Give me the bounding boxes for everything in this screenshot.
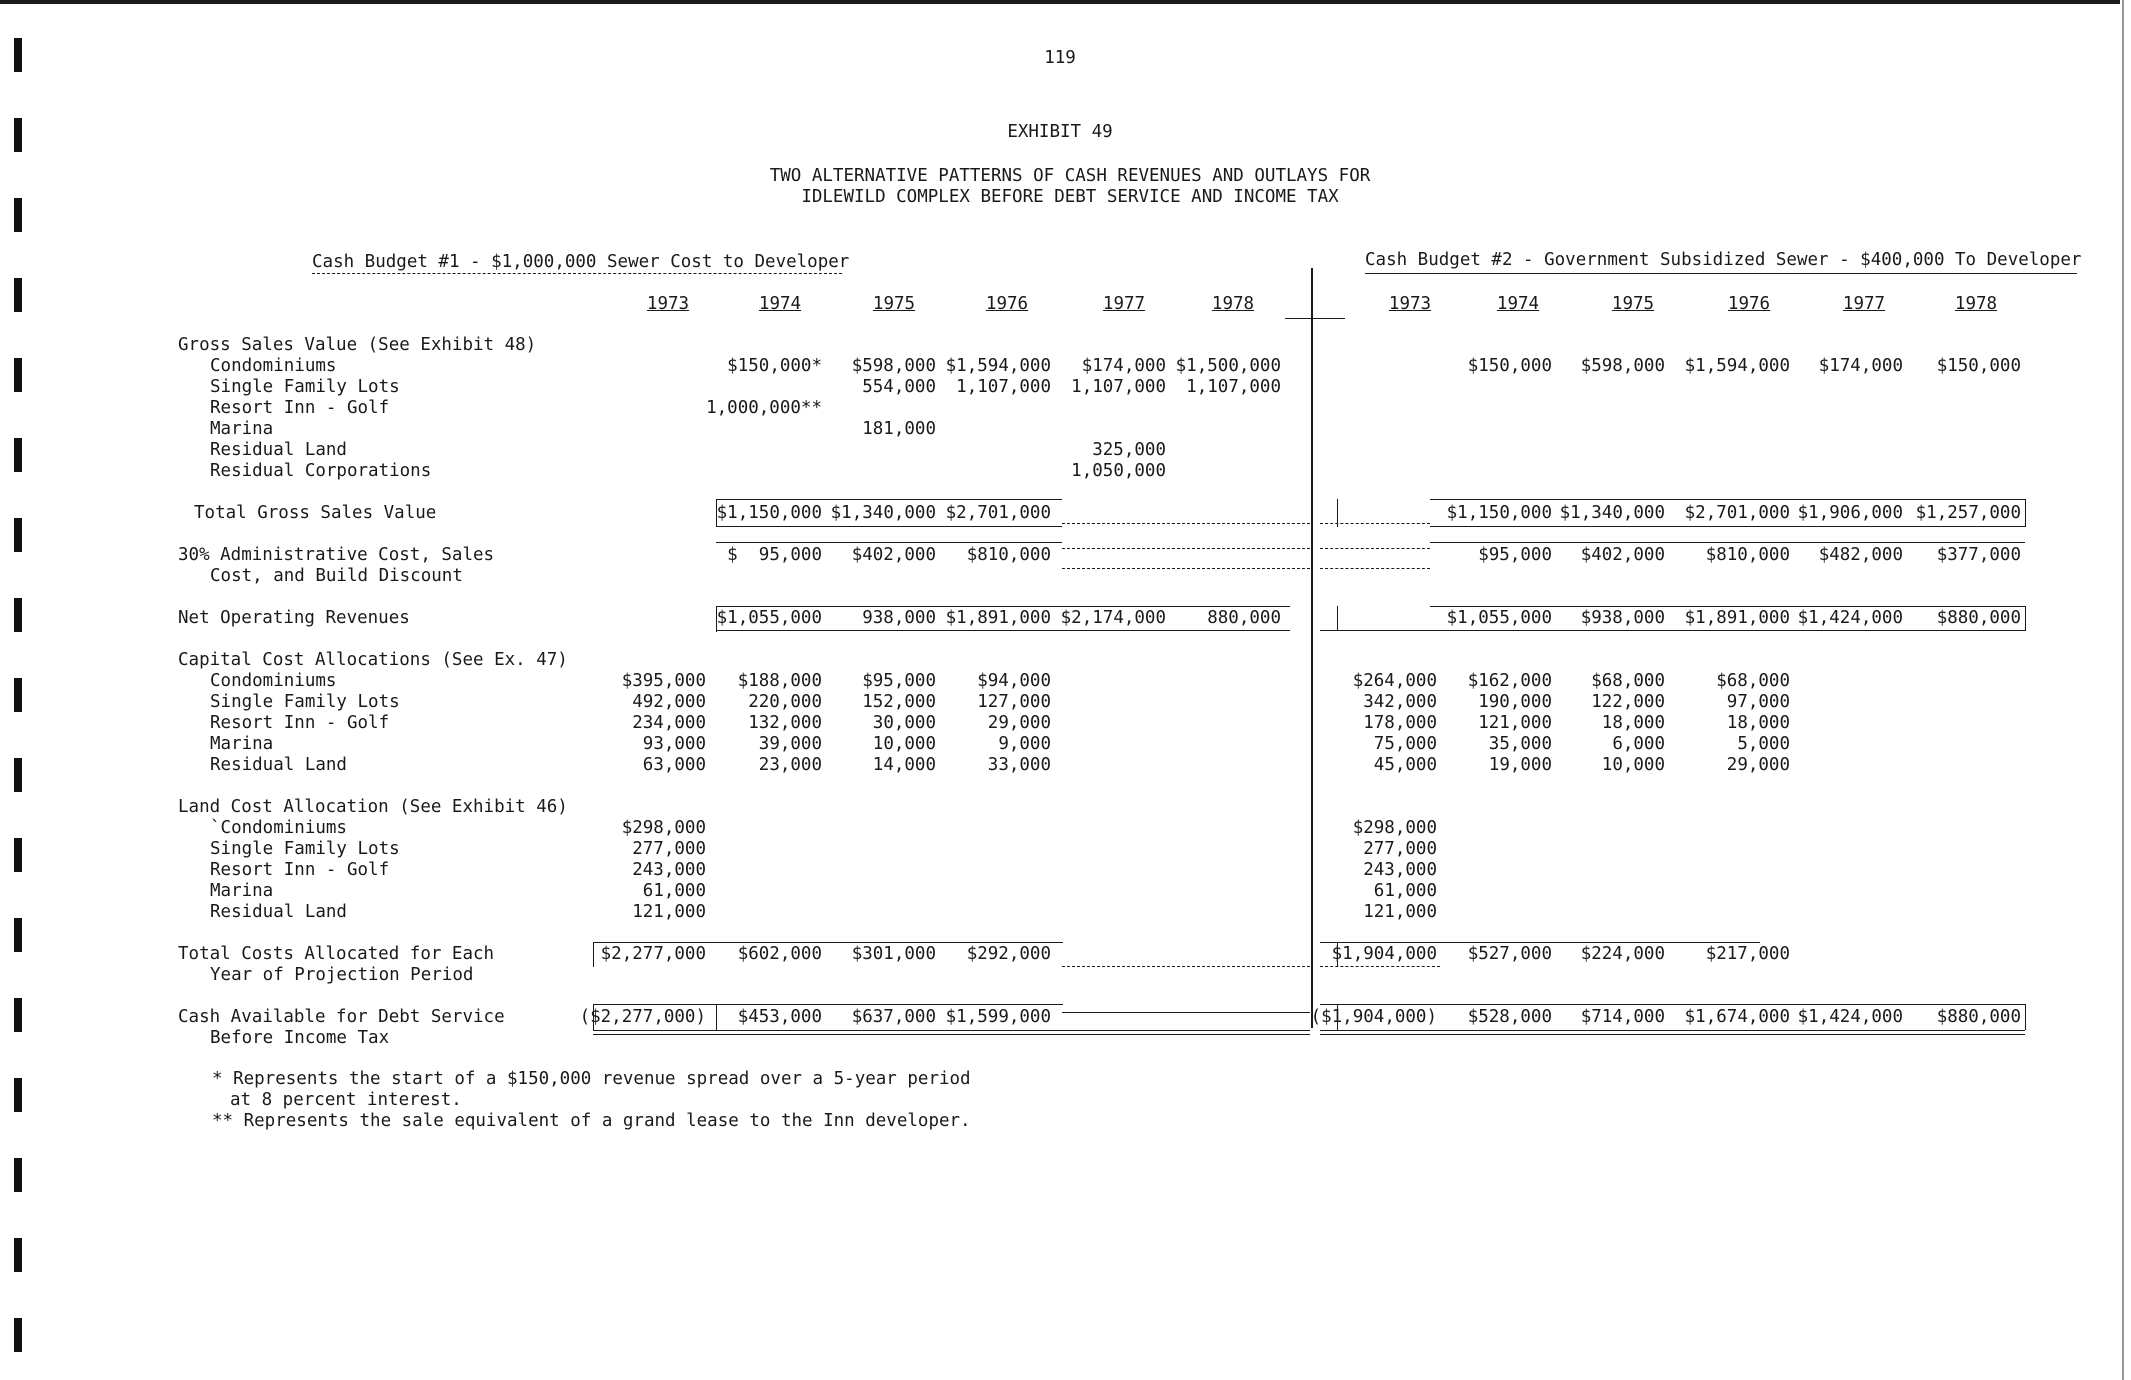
cell-b2-1978: $1,257,000 xyxy=(1915,503,2021,523)
cell-b2-1977: $1,424,000 xyxy=(1797,608,1903,628)
cell-b1-1973: 93,000 xyxy=(642,734,706,754)
row-label: Resort Inn - Golf xyxy=(210,860,390,880)
cell-b2-1973: 178,000 xyxy=(1363,713,1437,733)
cell-b2-1977: $1,906,000 xyxy=(1797,503,1903,523)
cell-b1-1977: 1,050,000 xyxy=(1071,461,1166,481)
cell-b2-1973: 75,000 xyxy=(1373,734,1437,754)
footnote-1: * Represents the start of a $150,000 revenue spread over a 5-year period xyxy=(212,1069,971,1089)
table-rule xyxy=(716,630,1290,631)
binding-hole xyxy=(14,118,22,152)
cell-b1-1973: $395,000 xyxy=(621,671,706,691)
cell-b2-1977: $174,000 xyxy=(1818,356,1903,376)
binding-hole xyxy=(14,598,22,632)
cell-b2-1974: 35,000 xyxy=(1488,734,1552,754)
cell-b1-1977: 1,107,000 xyxy=(1071,377,1166,397)
cell-b2-1973: 121,000 xyxy=(1363,902,1437,922)
cell-b1-1974: $ 95,000 xyxy=(727,545,822,565)
cell-b1-1976: $810,000 xyxy=(966,545,1051,565)
cell-b1-1973: $2,277,000 xyxy=(600,944,706,964)
cell-b2-1974: $162,000 xyxy=(1467,671,1552,691)
cell-b1-1973: 277,000 xyxy=(632,839,706,859)
row-label: Resort Inn - Golf xyxy=(210,713,390,733)
year-header-b2-1973: 1973 xyxy=(1388,294,1432,314)
cell-b2-1978: $150,000 xyxy=(1936,356,2021,376)
cell-b1-1974: 132,000 xyxy=(748,713,822,733)
cell-b2-1975: 122,000 xyxy=(1591,692,1665,712)
budget1-heading: Cash Budget #1 - $1,000,000 Sewer Cost to Developer xyxy=(312,252,850,272)
cell-b1-1976: 33,000 xyxy=(987,755,1051,775)
cell-b1-1978: $1,500,000 xyxy=(1175,356,1281,376)
cell-b1-1974: 39,000 xyxy=(758,734,822,754)
row-label: Condominiums xyxy=(210,671,337,691)
budget2-heading: Cash Budget #2 - Government Subsidized Sewer - $400,000 To Developer xyxy=(1365,250,2082,270)
cell-b1-1973: ($2,277,000) xyxy=(579,1007,706,1027)
cell-b1-1975: 30,000 xyxy=(872,713,936,733)
cell-b2-1974: 190,000 xyxy=(1478,692,1552,712)
year-header-b2-1975: 1975 xyxy=(1611,294,1655,314)
cell-b1-1974: 23,000 xyxy=(758,755,822,775)
table-rule-vertical xyxy=(716,499,717,527)
binding-hole xyxy=(14,678,22,712)
cell-b2-1974: $1,150,000 xyxy=(1446,503,1552,523)
table-rule xyxy=(1320,1004,2025,1005)
table-rule-vertical xyxy=(2025,1004,2026,1030)
cell-b1-1977: $174,000 xyxy=(1081,356,1166,376)
row-label: Single Family Lots xyxy=(210,377,400,397)
year-header-b1-1977: 1977 xyxy=(1102,294,1146,314)
table-rule xyxy=(1320,630,2025,631)
cell-b1-1973: $298,000 xyxy=(621,818,706,838)
table-rule-vertical xyxy=(716,606,717,632)
binding-hole xyxy=(14,998,22,1032)
cell-b1-1975: 10,000 xyxy=(872,734,936,754)
cell-b2-1973: 342,000 xyxy=(1363,692,1437,712)
cell-b1-1976: $292,000 xyxy=(966,944,1051,964)
cell-b2-1976: 29,000 xyxy=(1726,755,1790,775)
cell-b1-1975: 554,000 xyxy=(862,377,936,397)
cell-b2-1973: ($1,904,000) xyxy=(1310,1007,1437,1027)
table-rule-vertical xyxy=(2025,606,2026,631)
table-rule xyxy=(1320,966,1440,967)
table-rule-vertical xyxy=(593,1004,594,1030)
row-label: Residual Corporations xyxy=(210,461,432,481)
table-rule-vertical xyxy=(716,1004,717,1030)
page-right-edge xyxy=(2122,0,2124,1380)
row-label: Cost, and Build Discount xyxy=(210,566,463,586)
cell-b2-1976: 18,000 xyxy=(1726,713,1790,733)
cell-b1-1976: $1,594,000 xyxy=(945,356,1051,376)
cell-b2-1974: 121,000 xyxy=(1478,713,1552,733)
table-rule xyxy=(1430,606,2025,607)
cell-b2-1976: $2,701,000 xyxy=(1684,503,1790,523)
binding-hole xyxy=(14,758,22,792)
cell-b2-1976: 97,000 xyxy=(1726,692,1790,712)
table-rule xyxy=(1320,942,1760,943)
cell-b1-1974: $188,000 xyxy=(737,671,822,691)
cell-b1-1975: $301,000 xyxy=(851,944,936,964)
cell-b1-1976: $94,000 xyxy=(977,671,1051,691)
row-label: Cash Available for Debt Service xyxy=(178,1007,505,1027)
year-header-b1-1978: 1978 xyxy=(1211,294,1255,314)
table-rule xyxy=(716,526,1062,527)
cell-b2-1976: $68,000 xyxy=(1716,671,1790,691)
exhibit-label: EXHIBIT 49 xyxy=(1007,122,1113,142)
table-rule xyxy=(1062,1012,1310,1013)
cell-b1-1975: $1,340,000 xyxy=(830,503,936,523)
cell-b2-1975: $714,000 xyxy=(1580,1007,1665,1027)
cell-b2-1974: $1,055,000 xyxy=(1446,608,1552,628)
year-header-b2-1978: 1978 xyxy=(1954,294,1998,314)
row-label: Residual Land xyxy=(210,755,347,775)
row-label: `Condominiums xyxy=(210,818,347,838)
row-label: Before Income Tax xyxy=(210,1028,390,1048)
cell-b2-1973: 243,000 xyxy=(1363,860,1437,880)
cell-b1-1978: 1,107,000 xyxy=(1186,377,1281,397)
cell-b1-1974: 1,000,000** xyxy=(706,398,822,418)
table-rule xyxy=(593,942,1063,943)
cell-b2-1977: $482,000 xyxy=(1818,545,1903,565)
cell-b1-1977: 325,000 xyxy=(1092,440,1166,460)
title-line-1: TWO ALTERNATIVE PATTERNS OF CASH REVENUES AND OUTLAYS FOR xyxy=(769,166,1371,186)
cell-b1-1975: $598,000 xyxy=(851,356,936,376)
cell-b2-1973: $264,000 xyxy=(1352,671,1437,691)
cell-b2-1978: $880,000 xyxy=(1936,1007,2021,1027)
binding-hole xyxy=(14,918,22,952)
cell-b1-1973: 63,000 xyxy=(642,755,706,775)
cell-b1-1973: 243,000 xyxy=(632,860,706,880)
row-label: Single Family Lots xyxy=(210,692,400,712)
cell-b1-1976: $2,701,000 xyxy=(945,503,1051,523)
footnote-2: at 8 percent interest. xyxy=(230,1090,462,1110)
table-rule xyxy=(1320,1030,2025,1031)
cell-b1-1977: $2,174,000 xyxy=(1060,608,1166,628)
table-rule xyxy=(716,542,1062,543)
table-rule xyxy=(1430,542,2025,543)
table-rule xyxy=(1430,499,2025,500)
cell-b1-1974: 220,000 xyxy=(748,692,822,712)
page-number: 119 xyxy=(1044,48,1076,68)
cell-b2-1976: $1,891,000 xyxy=(1684,608,1790,628)
binding-hole xyxy=(14,38,22,72)
row-label: Year of Projection Period xyxy=(210,965,474,985)
year-header-b2-1977: 1977 xyxy=(1842,294,1886,314)
cell-b1-1975: 152,000 xyxy=(862,692,936,712)
year-header-b1-1973: 1973 xyxy=(646,294,690,314)
cell-b1-1974: $150,000* xyxy=(727,356,822,376)
row-label: Single Family Lots xyxy=(210,839,400,859)
binding-hole xyxy=(14,278,22,312)
cell-b1-1976: 127,000 xyxy=(977,692,1051,712)
cell-b1-1974: $602,000 xyxy=(737,944,822,964)
cell-b1-1976: 1,107,000 xyxy=(956,377,1051,397)
table-rule-vertical xyxy=(1337,942,1338,967)
cell-b2-1973: 61,000 xyxy=(1373,881,1437,901)
row-label: Total Costs Allocated for Each xyxy=(178,944,495,964)
row-label: 30% Administrative Cost, Sales xyxy=(178,545,495,565)
table-rule xyxy=(716,499,1062,500)
binding-hole xyxy=(14,438,22,472)
year-header-b1-1974: 1974 xyxy=(758,294,802,314)
cell-b2-1975: $598,000 xyxy=(1580,356,1665,376)
table-rule xyxy=(1062,966,1310,967)
cell-b2-1973: $1,904,000 xyxy=(1331,944,1437,964)
table-rule-vertical xyxy=(2025,499,2026,527)
table-rule xyxy=(1430,526,2025,527)
cell-b2-1976: $810,000 xyxy=(1705,545,1790,565)
cell-b1-1975: $637,000 xyxy=(851,1007,936,1027)
row-label: Total Gross Sales Value xyxy=(194,503,437,523)
cell-b2-1977: $1,424,000 xyxy=(1797,1007,1903,1027)
cell-b1-1973: 121,000 xyxy=(632,902,706,922)
table-rule xyxy=(1062,568,1310,569)
row-label: Marina xyxy=(210,419,274,439)
table-rule-vertical xyxy=(1337,1004,1338,1030)
cell-b2-1974: $150,000 xyxy=(1467,356,1552,376)
cell-b2-1975: 6,000 xyxy=(1612,734,1665,754)
binding-hole xyxy=(14,1078,22,1112)
year-header-b1-1975: 1975 xyxy=(872,294,916,314)
cell-b1-1974: $453,000 xyxy=(737,1007,822,1027)
cell-b2-1974: $528,000 xyxy=(1467,1007,1552,1027)
divider-tick xyxy=(1285,318,1345,319)
cell-b1-1973: 234,000 xyxy=(632,713,706,733)
cell-b2-1973: 277,000 xyxy=(1363,839,1437,859)
budget2-heading-underline xyxy=(1365,273,2077,274)
table-rule xyxy=(1320,1034,2025,1035)
table-rule xyxy=(716,606,1290,607)
cell-b1-1975: $402,000 xyxy=(851,545,936,565)
budget1-heading-underline xyxy=(312,273,842,274)
cell-b2-1975: 10,000 xyxy=(1601,755,1665,775)
table-rule-vertical xyxy=(1337,606,1338,631)
table-rule xyxy=(1062,548,1310,549)
title-line-2: IDLEWILD COMPLEX BEFORE DEBT SERVICE AND INCOME TAX xyxy=(801,187,1339,207)
cell-b1-1976: 29,000 xyxy=(987,713,1051,733)
table-rule xyxy=(593,1030,1310,1031)
binding-hole xyxy=(14,518,22,552)
cell-b1-1974: $1,055,000 xyxy=(716,608,822,628)
cell-b2-1976: $1,674,000 xyxy=(1684,1007,1790,1027)
row-label: Capital Cost Allocations (See Ex. 47) xyxy=(178,650,568,670)
cell-b2-1978: $377,000 xyxy=(1936,545,2021,565)
binding-hole xyxy=(14,198,22,232)
cell-b1-1973: 61,000 xyxy=(642,881,706,901)
page-top-border xyxy=(0,0,2120,4)
year-header-b2-1976: 1976 xyxy=(1727,294,1771,314)
cell-b2-1975: $1,340,000 xyxy=(1559,503,1665,523)
binding-hole xyxy=(14,358,22,392)
cell-b2-1975: $224,000 xyxy=(1580,944,1665,964)
cell-b2-1976: 5,000 xyxy=(1737,734,1790,754)
table-rule xyxy=(1320,568,1430,569)
row-label: Gross Sales Value (See Exhibit 48) xyxy=(178,335,537,355)
row-label: Land Cost Allocation (See Exhibit 46) xyxy=(178,797,568,817)
row-label: Marina xyxy=(210,881,274,901)
cell-b2-1974: $527,000 xyxy=(1467,944,1552,964)
row-label: Marina xyxy=(210,734,274,754)
row-label: Condominiums xyxy=(210,356,337,376)
table-rule xyxy=(593,1004,1063,1005)
cell-b1-1975: 14,000 xyxy=(872,755,936,775)
cell-b1-1975: 181,000 xyxy=(862,419,936,439)
binding-hole xyxy=(14,1238,22,1272)
cell-b1-1976: $1,599,000 xyxy=(945,1007,1051,1027)
cell-b2-1975: $938,000 xyxy=(1580,608,1665,628)
table-rule xyxy=(593,1034,1310,1035)
cell-b1-1975: 938,000 xyxy=(862,608,936,628)
cell-b2-1976: $217,000 xyxy=(1705,944,1790,964)
table-rule-vertical xyxy=(593,942,594,967)
cell-b2-1975: $68,000 xyxy=(1591,671,1665,691)
cell-b2-1974: $95,000 xyxy=(1478,545,1552,565)
row-label: Net Operating Revenues xyxy=(178,608,410,628)
cell-b1-1978: 880,000 xyxy=(1207,608,1281,628)
binding-hole xyxy=(14,838,22,872)
cell-b2-1974: 19,000 xyxy=(1488,755,1552,775)
cell-b2-1975: 18,000 xyxy=(1601,713,1665,733)
cell-b2-1973: $298,000 xyxy=(1352,818,1437,838)
cell-b1-1974: $1,150,000 xyxy=(716,503,822,523)
cell-b1-1973: 492,000 xyxy=(632,692,706,712)
row-label: Residual Land xyxy=(210,440,347,460)
cell-b1-1976: 9,000 xyxy=(998,734,1051,754)
footnote-3: ** Represents the sale equivalent of a grand lease to the Inn developer. xyxy=(212,1111,971,1131)
cell-b2-1976: $1,594,000 xyxy=(1684,356,1790,376)
year-header-b1-1976: 1976 xyxy=(985,294,1029,314)
cell-b2-1978: $880,000 xyxy=(1936,608,2021,628)
year-header-b2-1974: 1974 xyxy=(1496,294,1540,314)
binding-hole xyxy=(14,1318,22,1352)
cell-b2-1975: $402,000 xyxy=(1580,545,1665,565)
cell-b1-1975: $95,000 xyxy=(862,671,936,691)
table-rule xyxy=(1320,548,1430,549)
cell-b2-1973: 45,000 xyxy=(1373,755,1437,775)
binding-hole xyxy=(14,1158,22,1192)
table-rule xyxy=(1062,523,1310,524)
row-label: Residual Land xyxy=(210,902,347,922)
cell-b1-1976: $1,891,000 xyxy=(945,608,1051,628)
table-rule-vertical xyxy=(1337,499,1338,527)
row-label: Resort Inn - Golf xyxy=(210,398,390,418)
